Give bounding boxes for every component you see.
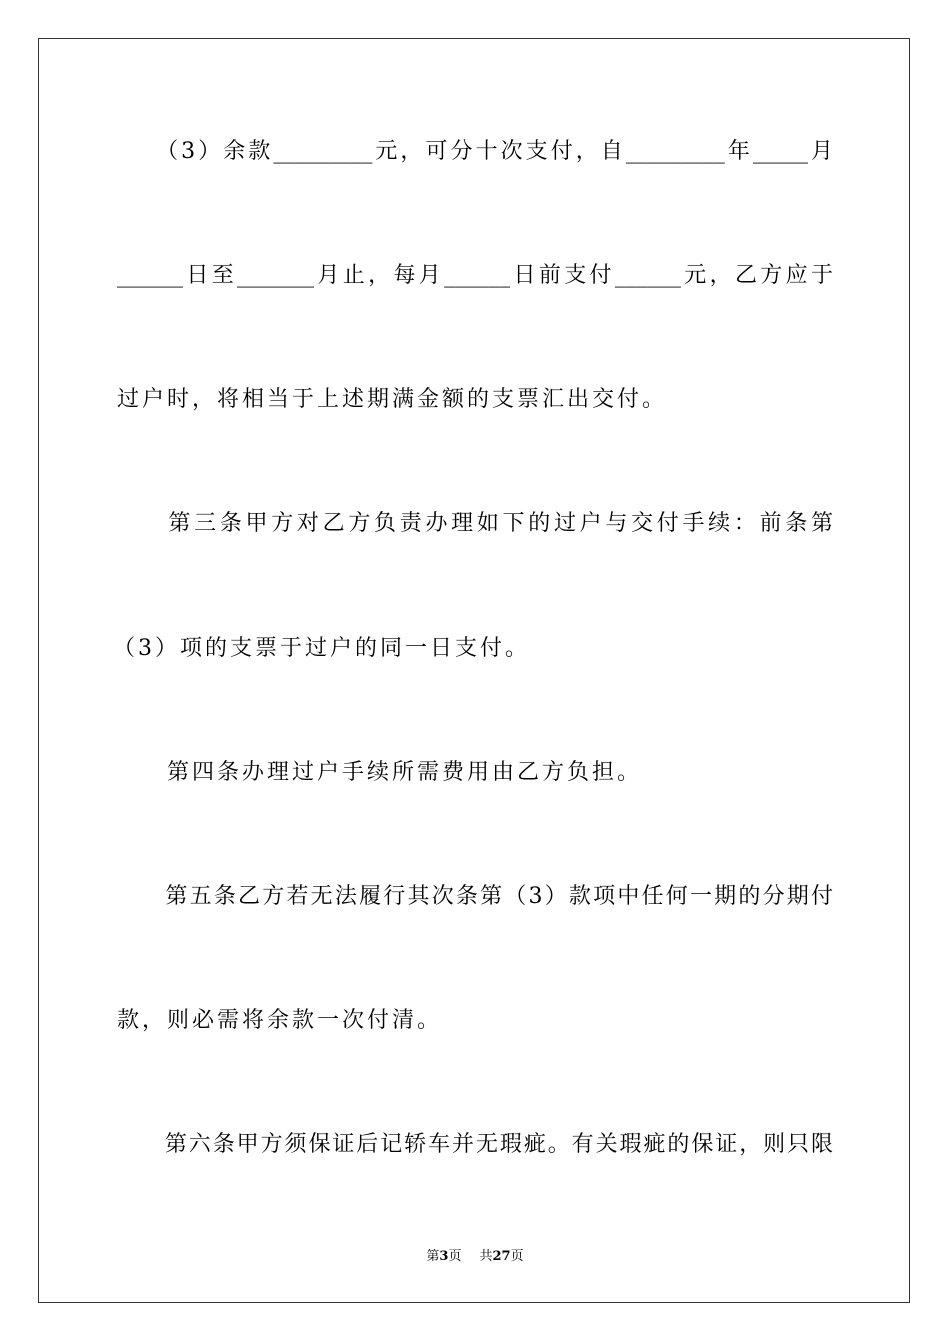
- paragraph-line-7: 第五条乙方若无法履行其次条第（3）款项中任何一期的分期付: [117, 884, 833, 909]
- total-label-suffix: 页: [510, 1249, 524, 1264]
- paragraph-line-5: （3）项的支票于过户的同一日支付。: [113, 636, 530, 661]
- paragraph-line-9: 第六条甲方须保证后记轿车并无瑕疵。有关瑕疵的保证，则只限: [117, 1132, 833, 1157]
- total-label-prefix: 共: [479, 1249, 493, 1264]
- page-border: [38, 38, 910, 1303]
- paragraph-line-3: 过户时，将相当于上述期满金额的支票汇出交付。: [117, 387, 668, 412]
- paragraph-line-8: 款，则必需将余款一次付清。: [117, 1008, 443, 1033]
- page-number: 3: [439, 1249, 449, 1264]
- page-footer: [0, 1248, 950, 1266]
- paragraph-line-1: （3）余款_________元，可分十次支付，自_________年_____月: [117, 139, 833, 164]
- paragraph-line-6: 第四条办理过户手续所需费用由乙方负担。: [117, 760, 643, 785]
- page-label-prefix: 第: [426, 1249, 440, 1264]
- paragraph-line-4: 第三条甲方对乙方负责办理如下的过户与交付手续：前条第: [117, 511, 833, 536]
- paragraph-line-2: ______日至_______月止，每月______日前支付______元，乙方应于: [117, 263, 833, 288]
- page-label-suffix: 页: [448, 1249, 462, 1264]
- total-pages: 27: [492, 1249, 511, 1264]
